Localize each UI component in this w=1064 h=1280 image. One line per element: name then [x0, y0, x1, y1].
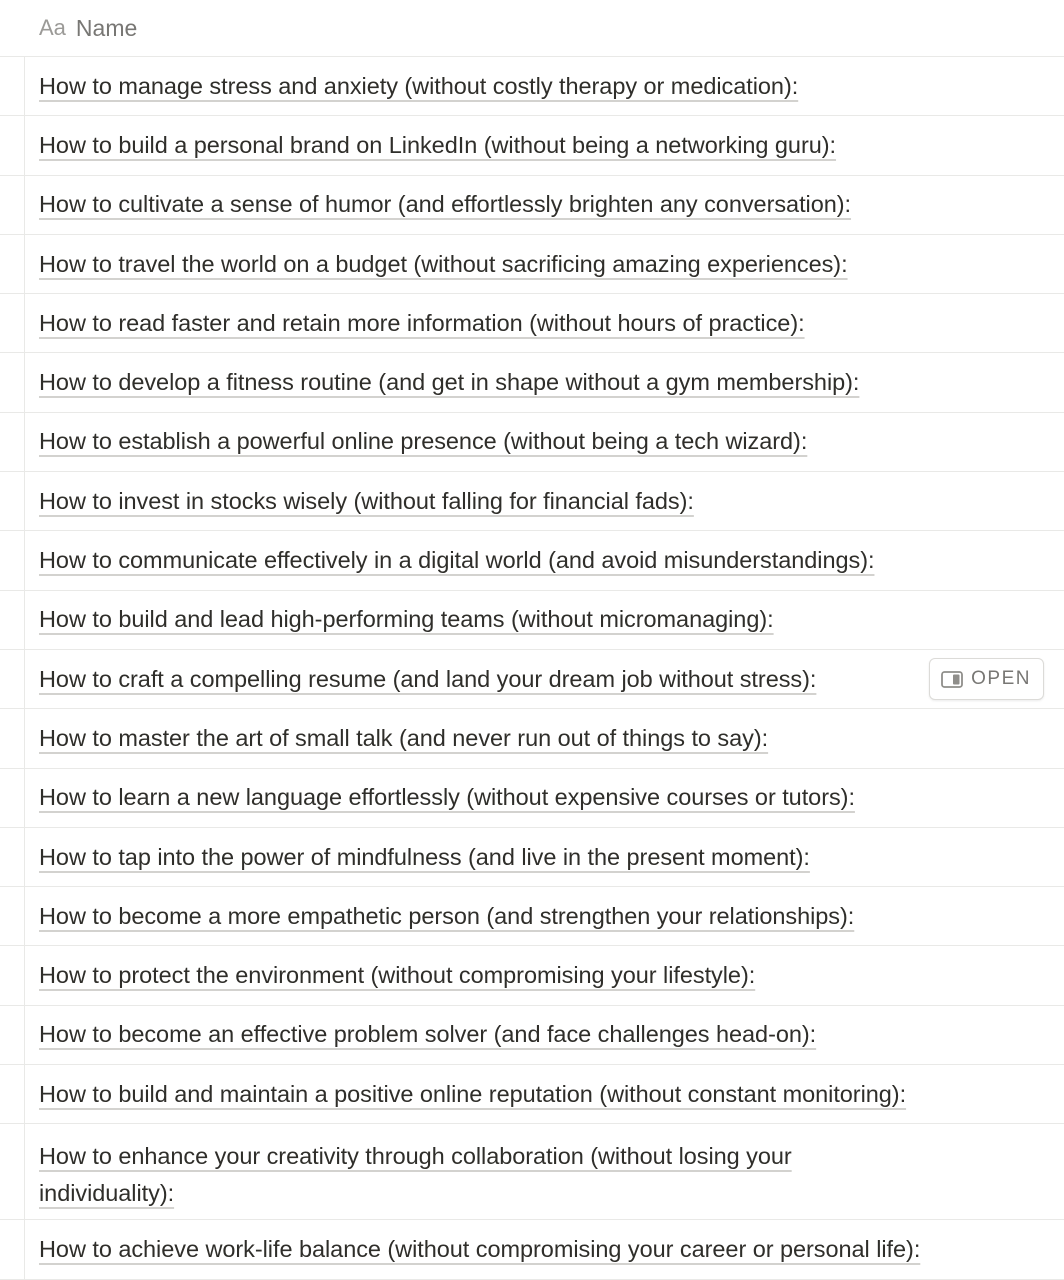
table-row[interactable]: [0, 235, 1064, 294]
row-title[interactable]: How to manage stress and anxiety (without costly therapy or medication):: [39, 72, 799, 99]
row-title[interactable]: How to travel the world on a budget (without sacrificing amazing experiences):: [39, 250, 848, 277]
row-title[interactable]: How to cultivate a sense of humor (and effortlessly brighten any conversation):: [39, 191, 852, 218]
text-property-icon: Aa: [39, 15, 66, 40]
row-title[interactable]: How to achieve work-life balance (without compromising your career or personal life):: [39, 1235, 921, 1262]
table-row[interactable]: [0, 1006, 1064, 1065]
row-title[interactable]: How to master the art of small talk (and never run out of things to say):: [39, 724, 769, 751]
table-row[interactable]: [0, 887, 1064, 946]
table-row[interactable]: [0, 116, 1064, 175]
name-column-header[interactable]: [0, 0, 1064, 57]
table-row[interactable]: [0, 1220, 1064, 1279]
row-title[interactable]: How to protect the environment (without compromising your lifestyle):: [39, 962, 756, 989]
row-title[interactable]: How to become a more empathetic person (and strengthen your relationships):: [39, 902, 855, 929]
row-title[interactable]: How to invest in stocks wisely (without falling for financial fads):: [39, 487, 694, 514]
row-title[interactable]: How to enhance your creativity through collaboration (without losing your individuality):: [39, 1143, 792, 1207]
column-header-label: Name: [75, 14, 138, 41]
table-row[interactable]: [0, 709, 1064, 768]
table-row[interactable]: [0, 413, 1064, 472]
row-title[interactable]: How to become an effective problem solver (and face challenges head-on):: [39, 1021, 817, 1048]
table-row[interactable]: [0, 946, 1064, 1005]
table-body: [0, 57, 1064, 1280]
table-row[interactable]: [0, 531, 1064, 590]
row-title[interactable]: How to craft a compelling resume (and land your dream job without stress):: [39, 665, 817, 692]
table-row-hovered[interactable]: [0, 650, 1064, 709]
table-row[interactable]: [0, 769, 1064, 828]
row-title[interactable]: How to learn a new language effortlessly (without expensive courses or tutors):: [39, 784, 855, 811]
row-title[interactable]: How to communicate effectively in a digital world (and avoid misunderstandings):: [39, 547, 875, 574]
row-title[interactable]: How to tap into the power of mindfulness (and live in the present moment):: [39, 843, 810, 870]
row-title[interactable]: How to read faster and retain more information (without hours of practice):: [39, 309, 805, 336]
table-row[interactable]: [0, 57, 1064, 116]
row-title[interactable]: How to develop a fitness routine (and get in shape without a gym membership):: [39, 369, 860, 396]
open-page-button[interactable]: [929, 658, 1044, 700]
table-row[interactable]: [0, 1065, 1064, 1124]
side-peek-icon: [941, 671, 963, 688]
open-button-label: OPEN: [971, 668, 1031, 690]
table-row[interactable]: [0, 294, 1064, 353]
table-row[interactable]: [0, 472, 1064, 531]
table-row[interactable]: [0, 828, 1064, 887]
table-row[interactable]: [0, 176, 1064, 235]
table-row[interactable]: [0, 1124, 1064, 1220]
table-row[interactable]: [0, 591, 1064, 650]
row-title[interactable]: How to build and lead high-performing teams (without micromanaging):: [39, 606, 774, 633]
row-title[interactable]: How to build and maintain a positive online reputation (without constant monitoring):: [39, 1080, 907, 1107]
table-row[interactable]: [0, 353, 1064, 412]
row-title[interactable]: How to build a personal brand on LinkedIn (without being a networking guru):: [39, 131, 837, 158]
row-title[interactable]: How to establish a powerful online presence (without being a tech wizard):: [39, 428, 808, 455]
